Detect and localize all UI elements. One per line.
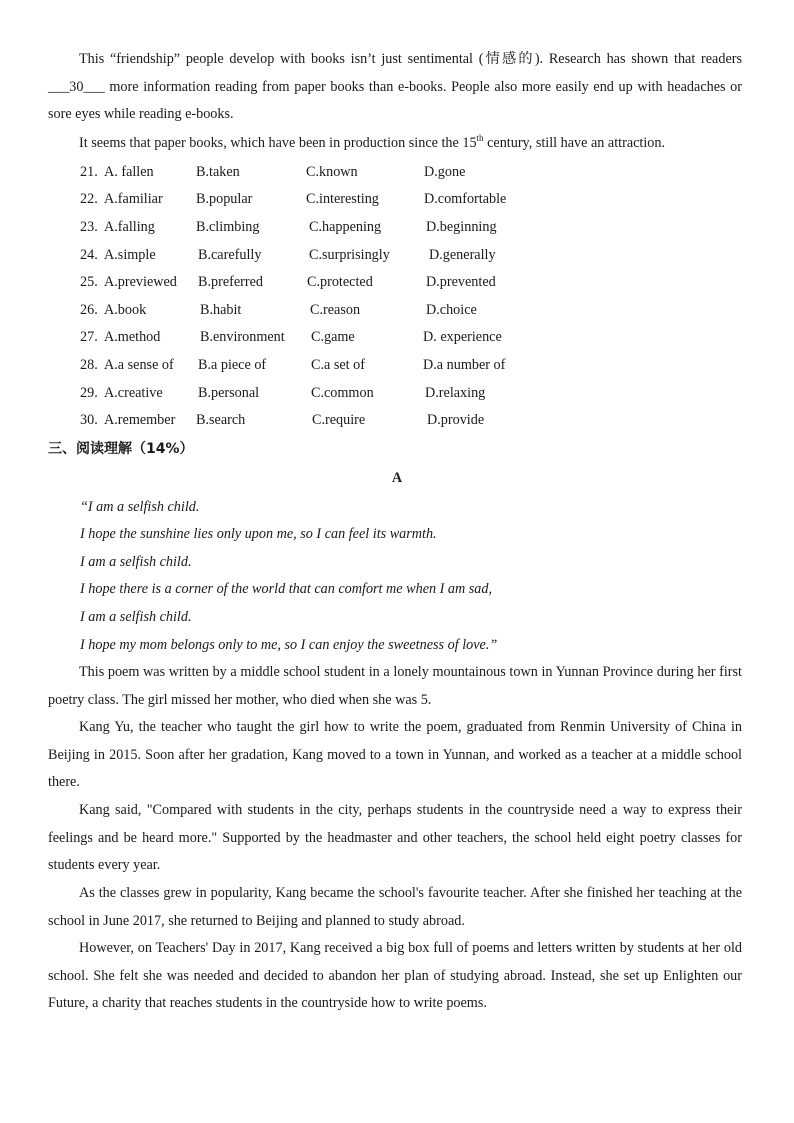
option-a: A.previewed [104,274,177,290]
poem-line: “I am a selfish child. [80,499,200,515]
option-number: 28. [80,357,98,373]
option-a: A.creative [104,385,163,401]
option-d: D.gone [424,164,466,180]
option-c: C.happening [309,219,382,235]
option-b: B.preferred [198,274,263,290]
option-a: A.book [104,302,147,318]
option-d: D.provide [427,412,485,428]
passage-label: A [391,470,403,486]
option-b: B.environment [200,329,285,345]
option-d: D.choice [426,302,477,318]
paragraph-last-text-a: It seems that paper books, which have been in production since the 15 [79,135,477,151]
option-b: B.habit [200,302,242,318]
option-number: 24. [80,247,98,263]
poem-line: I hope there is a corner of the world that can comfort me when I am sad, [80,581,493,597]
passage-paragraph-text: Kang said, "Compared with students in the city, perhaps students in the countryside need a way to express their feelings and be heard more." Supported by the headmaster and other teachers, the school held eight poetry classes for students every year. [48,802,742,874]
option-number: 25. [80,274,98,290]
paragraph-top-text: This “friendship” people develop with books isn’t just sentimental (情感的). Research has shown that readers ___30___ more information reading from paper books than e-books. People also more easily end up with headaches or sore eyes while reading e-books. [48,51,742,123]
poem-line: I hope the sunshine lies only upon me, so I can feel its warmth. [80,526,437,542]
option-c: C.reason [310,302,361,318]
option-number: 30. [80,412,98,428]
passage-paragraph-text: This poem was written by a middle school student in a lonely mountainous town in Yunnan Province during her first poetry class. The girl missed her mother, who died when she was 5. [48,664,742,708]
option-b: B.carefully [198,247,262,263]
paragraph-last-text-b: century, still have an attraction. [483,135,666,151]
option-number: 23. [80,219,98,235]
option-a: A.familiar [104,191,163,207]
passage-paragraph-text: However, on Teachers' Day in 2017, Kang received a big box full of poems and letters written by students at her old school. She felt she was needed and decided to abandon her plan of studying abroad. Instead, she set up Enlighten our Future, a charity that reaches students in the countryside how to write poems. [48,940,742,1012]
paragraph-last [48,130,742,158]
option-d: D.relaxing [425,385,486,401]
option-c: C.game [311,329,355,345]
superscript-th: th [476,133,484,143]
passage-paragraph-text: As the classes grew in popularity, Kang became the school's favourite teacher. After she finished her teaching at the school in June 2017, she returned to Beijing and planned to study abroad. [48,885,742,929]
option-a: A.a sense of [104,357,174,373]
option-d: D. experience [423,329,502,345]
passage-paragraph [48,935,742,1018]
section-heading: 三、阅读理解（14%） [48,441,194,457]
option-b: B.taken [196,164,240,180]
option-c: C.interesting [306,191,379,207]
option-a: A.remember [104,412,176,428]
poem-line: I hope my mom belongs only to me, so I can enjoy the sweetness of love.” [80,637,498,653]
option-b: B.popular [196,191,253,207]
passage-paragraph [48,797,742,880]
option-d: D.beginning [426,219,497,235]
poem-line: I am a selfish child. [80,609,192,625]
passage-paragraph [48,714,742,797]
option-b: B.personal [198,385,260,401]
option-c: C.protected [307,274,373,290]
option-a: A.method [104,329,161,345]
option-number: 21. [80,164,98,180]
option-c: C.surprisingly [309,247,390,263]
option-c: C.require [312,412,366,428]
option-a: A.falling [104,219,155,235]
option-a: A. fallen [104,164,154,180]
passage-paragraph [48,659,742,714]
option-number: 27. [80,329,98,345]
option-b: B.climbing [196,219,260,235]
poem-line: I am a selfish child. [80,554,192,570]
passage-paragraph-text: Kang Yu, the teacher who taught the girl how to write the poem, graduated from Renmin University of China in Beijing in 2015. Soon after her gradation, Kang moved to a town in Yunnan, and worked as a teacher at a middle school there. [48,719,742,791]
option-d: D.comfortable [424,191,507,207]
option-d: D.a number of [423,357,506,373]
option-c: C.known [306,164,358,180]
option-b: B.a piece of [198,357,267,373]
option-b: B.search [196,412,246,428]
option-d: D.generally [429,247,496,263]
paragraph-top [48,46,742,129]
option-number: 22. [80,191,98,207]
option-a: A.simple [104,247,156,263]
option-d: D.prevented [426,274,496,290]
option-number: 29. [80,385,98,401]
option-c: C.a set of [311,357,365,373]
option-c: C.common [311,385,374,401]
passage-paragraph [48,880,742,935]
option-number: 26. [80,302,98,318]
